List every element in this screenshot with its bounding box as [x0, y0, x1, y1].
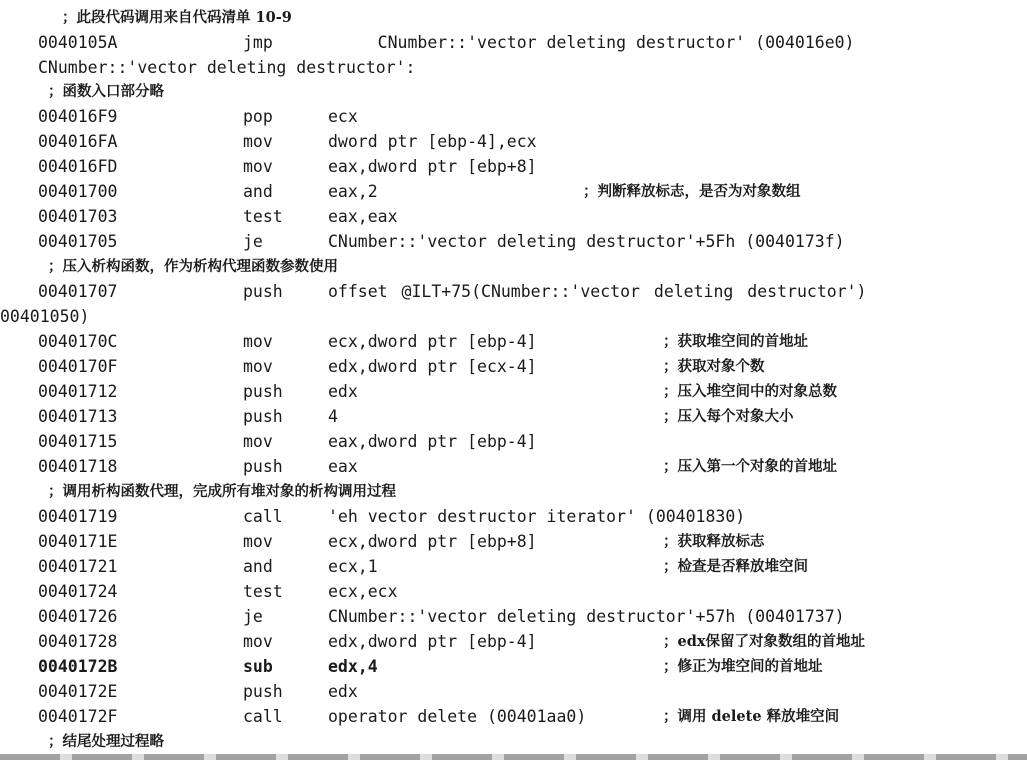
operands: edx,4: [328, 657, 378, 676]
address: 00401713: [38, 407, 118, 426]
mnemonic: push: [243, 682, 283, 701]
operands: eax,eax: [328, 207, 398, 226]
inline-comment: ；压入堆空间中的对象总数: [663, 383, 837, 400]
inline-comment: ；调用 delete 释放堆空间: [663, 708, 840, 725]
code-line: [0, 629, 1027, 654]
address: 00401719: [38, 507, 118, 526]
code-line: [0, 604, 1027, 629]
operands: eax,dword ptr [ebp+8]: [328, 157, 537, 176]
operands: CNumber::'vector deleting destructor'+5Fh (0040173f): [328, 232, 845, 251]
code-line-highlighted: [0, 654, 1027, 679]
code-line: [0, 679, 1027, 704]
code-line: [0, 354, 1027, 379]
code-line: [0, 229, 1027, 254]
operands: edx: [328, 682, 358, 701]
comment-text: ；结尾处理过程略: [48, 733, 164, 750]
operands: eax,2: [328, 182, 378, 201]
code-line: [0, 554, 1027, 579]
operands: edx,dword ptr [ecx-4]: [328, 357, 537, 376]
code-line: [0, 454, 1027, 479]
mnemonic: call: [243, 507, 283, 526]
address: 004016FD: [38, 157, 118, 176]
address: 00401707: [38, 282, 118, 301]
mnemonic: call: [243, 707, 283, 726]
mnemonic: jmp: [243, 33, 273, 52]
label-line: [0, 55, 1027, 80]
code-line: [0, 30, 1027, 55]
comment-line: [0, 254, 1027, 279]
code-line: [0, 129, 1027, 154]
inline-comment: ；判断释放标志，是否为对象数组: [583, 183, 801, 200]
mnemonic: pop: [243, 107, 273, 126]
function-label: CNumber::'vector deleting destructor':: [38, 58, 416, 77]
code-line: [0, 329, 1027, 354]
operands: ecx,dword ptr [ebp+8]: [328, 532, 537, 551]
operands: eax: [328, 457, 358, 476]
address: 00401715: [38, 432, 118, 451]
operands: 'eh vector destructor iterator' (00401830): [328, 507, 746, 526]
comment-text: ；函数入口部分略: [48, 83, 164, 100]
inline-comment: ；edx保留了对象数组的首地址: [663, 633, 866, 650]
mnemonic: test: [243, 582, 283, 601]
code-line: [0, 429, 1027, 454]
wrapped-address: 00401050): [0, 307, 90, 326]
code-line: [0, 179, 1027, 204]
comment-line: [0, 79, 1027, 104]
address: 0040172E: [38, 682, 118, 701]
comment-text: ；压入析构函数，作为析构代理函数参数使用: [48, 258, 338, 275]
comment-line: [0, 729, 1027, 754]
operands: 4: [328, 407, 338, 426]
operands: ecx,dword ptr [ebp-4]: [328, 332, 537, 351]
code-line: [0, 204, 1027, 229]
address: 0040172F: [38, 707, 118, 726]
code-line: [0, 154, 1027, 179]
comment-line: [0, 479, 1027, 504]
operands: operator delete (00401aa0): [328, 707, 587, 726]
address: 00401718: [38, 457, 118, 476]
mnemonic: test: [243, 207, 283, 226]
mnemonic: push: [243, 382, 283, 401]
mnemonic: mov: [243, 132, 273, 151]
mnemonic: mov: [243, 532, 273, 551]
mnemonic: je: [243, 232, 263, 251]
operands: ecx,1: [328, 557, 378, 576]
mnemonic: push: [243, 407, 283, 426]
wrap-line: [0, 304, 1027, 329]
operands: edx: [328, 382, 358, 401]
address: 0040170F: [38, 357, 118, 376]
address: 0040105A: [38, 33, 118, 52]
inline-comment: ；压入第一个对象的首地址: [663, 458, 837, 475]
mnemonic: push: [243, 282, 283, 301]
address: 00401721: [38, 557, 118, 576]
mnemonic: mov: [243, 357, 273, 376]
operands: ecx: [328, 107, 358, 126]
mnemonic: mov: [243, 632, 273, 651]
address: 00401703: [38, 207, 118, 226]
address: 0040170C: [38, 332, 118, 351]
address: 00401724: [38, 582, 118, 601]
inline-comment: ；获取堆空间的首地址: [663, 333, 808, 350]
inline-comment: ；获取对象个数: [663, 358, 765, 375]
code-line: [0, 529, 1027, 554]
comment-text: ；此段代码调用来自代码清单 10-9: [62, 9, 292, 26]
inline-comment: ；压入每个对象大小: [663, 408, 794, 425]
inline-comment: ；修正为堆空间的首地址: [663, 658, 823, 675]
operands: offset @ILT+75(CNumber::'vector deleting destructor'): [328, 282, 867, 301]
address: 00401726: [38, 607, 118, 626]
mnemonic: push: [243, 457, 283, 476]
inline-comment: ；检查是否释放堆空间: [663, 558, 808, 575]
comment-line: [0, 5, 1027, 30]
mnemonic: and: [243, 182, 273, 201]
operands: ecx,ecx: [328, 582, 398, 601]
code-line: [0, 104, 1027, 129]
mnemonic: je: [243, 607, 263, 626]
address: 00401712: [38, 382, 118, 401]
mnemonic: sub: [243, 657, 273, 676]
address: 00401705: [38, 232, 118, 251]
code-line: [0, 504, 1027, 529]
address: 004016FA: [38, 132, 118, 151]
code-line: [0, 579, 1027, 604]
comment-text: ；调用析构函数代理，完成所有堆对象的析构调用过程: [48, 483, 396, 500]
mnemonic: mov: [243, 157, 273, 176]
address: 0040172B: [38, 657, 118, 676]
address: 0040171E: [38, 532, 118, 551]
address: 00401728: [38, 632, 118, 651]
mnemonic: and: [243, 557, 273, 576]
inline-comment: ；获取释放标志: [663, 533, 765, 550]
mnemonic: mov: [243, 432, 273, 451]
operands: edx,dword ptr [ebp-4]: [328, 632, 537, 651]
code-line: [0, 279, 1027, 304]
address: 004016F9: [38, 107, 118, 126]
mnemonic: mov: [243, 332, 273, 351]
code-line: [0, 404, 1027, 429]
operands: CNumber::'vector deleting destructor'+57h (00401737): [328, 607, 845, 626]
code-line: [0, 704, 1027, 729]
operands: dword ptr [ebp-4],ecx: [328, 132, 537, 151]
operands: CNumber::'vector deleting destructor' (004016e0): [328, 33, 855, 52]
address: 00401700: [38, 182, 118, 201]
scan-edge: [0, 754, 1027, 760]
code-line: [0, 379, 1027, 404]
operands: eax,dword ptr [ebp-4]: [328, 432, 537, 451]
